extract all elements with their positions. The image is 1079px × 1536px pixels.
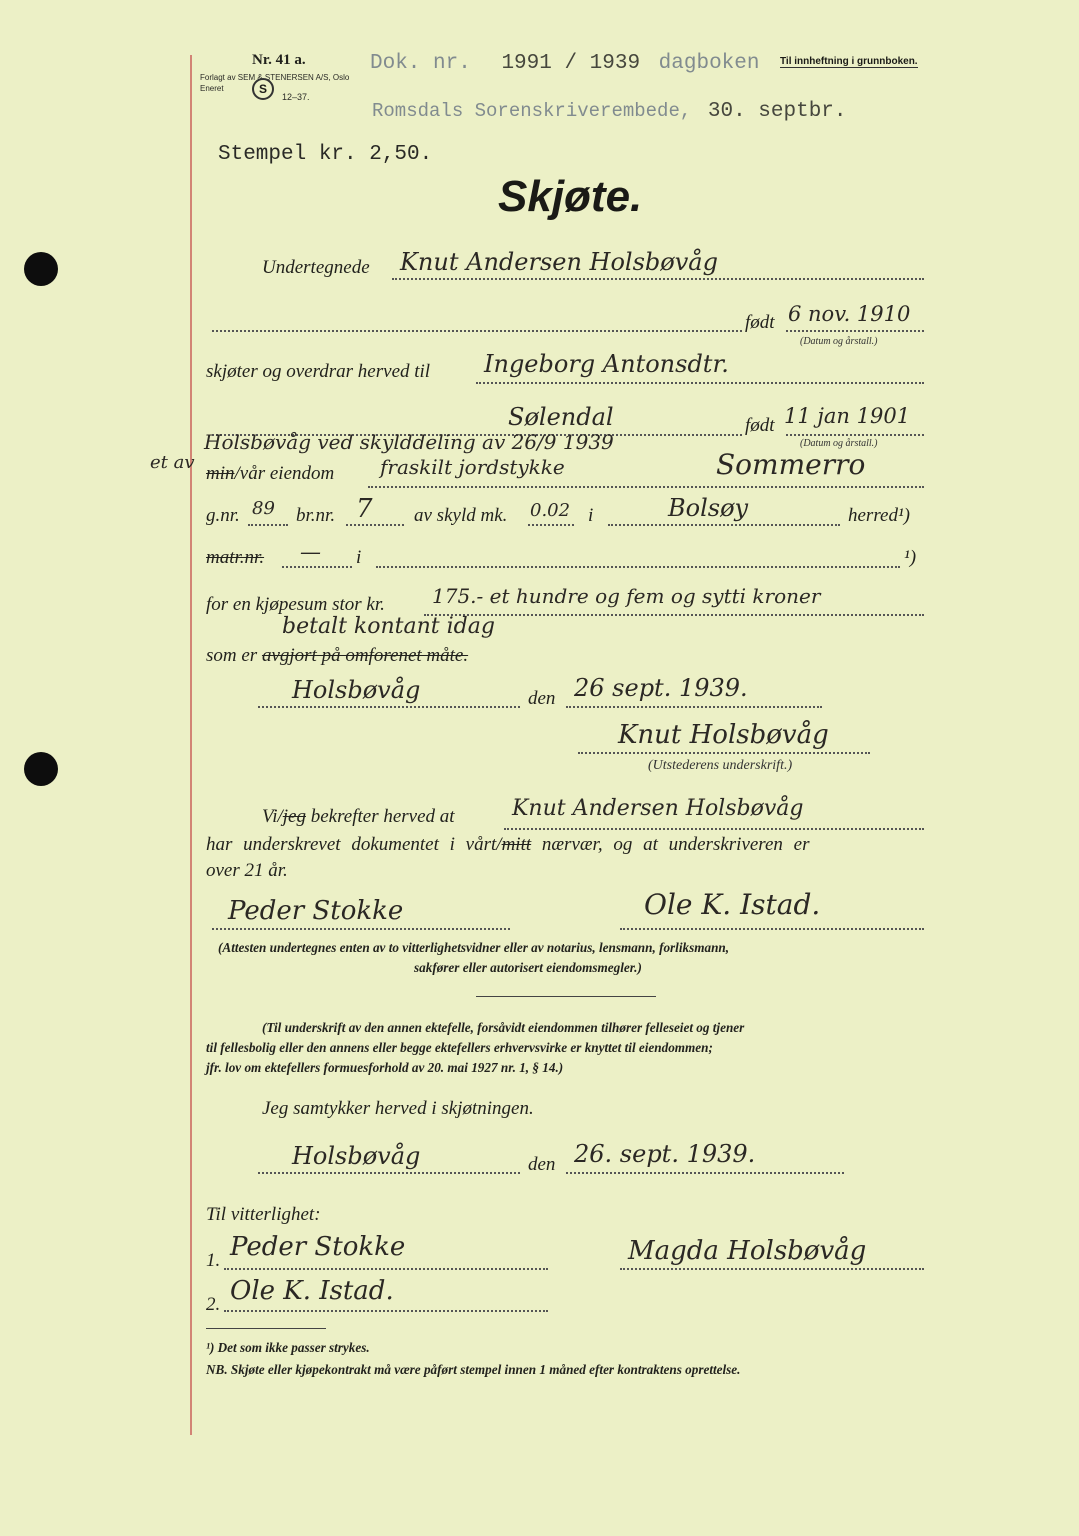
document-title: Skjøte. <box>498 172 643 221</box>
eiendom-label <box>206 463 334 485</box>
kjopesum-label: for en kjøpesum stor kr. <box>206 594 385 615</box>
margin-line <box>190 55 192 1435</box>
herred-value: Bolsøy <box>668 494 749 522</box>
seller-name: Knut Andersen Holsbøvåg <box>400 248 718 276</box>
witness-num-1: 1. <box>206 1250 221 1271</box>
seller-signature-line <box>578 752 870 754</box>
fodt-label-2: født <box>745 415 775 436</box>
spouse-para-3: jfr. lov om ektefellers formuesforhold av 20. mai 1927 nr. 1, § 14.) <box>206 1060 564 1075</box>
property-desc: fraskilt jordstykke <box>380 455 565 479</box>
transfer-label: skjøter og overdrar herved til <box>206 361 431 382</box>
buyer-birth-line <box>786 434 924 436</box>
property-desc-line <box>368 486 924 488</box>
attest-note-2: sakfører eller autorisert eiendomsmegler.) <box>414 960 642 975</box>
spouse-witness-2: Ole K. Istad. <box>230 1276 394 1306</box>
stamp-fee: Stempel kr. 2,50. <box>218 143 433 166</box>
publisher-logo-icon: S <box>252 78 274 100</box>
attest-note-1: (Attesten undertegnes enten av to vitterlighetsvidner eller av notarius, lensmann, forliksmann, <box>218 940 730 955</box>
herred-text: herred <box>848 505 898 526</box>
matr-value: — <box>300 540 321 564</box>
punch-hole-top <box>24 252 58 286</box>
brnr-value: 7 <box>356 494 373 524</box>
attest-line2-b: nærvær, og at underskriveren er <box>531 834 810 855</box>
footer-divider <box>206 1328 326 1329</box>
eiendom-struck: min <box>206 463 235 484</box>
footer-footnote: ¹) Det som ikke passer strykes. <box>206 1340 370 1355</box>
stamp-doc-label: Dok. nr. <box>370 52 471 75</box>
spouse-para-2: til fellesbolig eller den annens eller begge ektefellers erhvervsvirke er knyttet til eiendommen; <box>206 1040 713 1055</box>
payment-line <box>206 645 468 667</box>
spouse-date: 26. sept. 1939. <box>574 1140 756 1168</box>
gnr-label: g.nr. <box>206 505 240 526</box>
attest-witness-2: Ole K. Istad. <box>644 888 821 921</box>
spouse-place: Holsbøvåg <box>292 1142 421 1170</box>
margin-note: et av <box>150 452 195 473</box>
attest-name: Knut Andersen Holsbøvåg <box>512 796 804 821</box>
attest-line-3: over 21 år. <box>206 860 288 881</box>
spouse-date-line <box>566 1172 844 1174</box>
kjopesum-value: 175.- et hundre og fem og sytti kroner <box>432 584 821 608</box>
den-label-2: den <box>528 1154 556 1175</box>
buyer-place: Sølendal <box>508 403 614 431</box>
matr-label: matr.nr. <box>206 547 265 568</box>
matr-herred-line <box>376 566 900 568</box>
i-label: i <box>588 505 594 526</box>
spouse-witness1-line <box>224 1268 548 1270</box>
fodt-label-1: født <box>745 312 775 333</box>
section-divider <box>476 996 656 997</box>
den-label-1: den <box>528 688 556 709</box>
spouse-consent: Jeg samtykker herved i skjøtningen. <box>262 1098 534 1119</box>
attest-witness-1: Peder Stokke <box>228 896 404 926</box>
publisher-eneret: Eneret <box>200 84 224 93</box>
footer-nb: NB. Skjøte eller kjøpekontrakt må være påført stempel innen 1 måned efter kontraktens oprettelse. <box>206 1362 741 1377</box>
stamp-date: 30. septbr. <box>707 100 847 123</box>
gnr-line <box>248 524 288 526</box>
datum-note-1: (Datum og årstall.) <box>800 336 878 347</box>
publisher-line: Forlagt av SEM & STENERSEN A/S, Oslo <box>200 73 350 82</box>
form-number: Nr. 41 a. <box>252 52 306 68</box>
datum-note-2: (Datum og årstall.) <box>800 438 878 449</box>
vitterlighet-label: Til vitterlighet: <box>206 1204 321 1225</box>
stamp-line-1 <box>370 52 760 75</box>
seller-extra-line <box>212 330 742 332</box>
attest-line2-a: har underskrevet dokumentet i vårt/ <box>206 834 502 855</box>
brnr-line <box>346 524 404 526</box>
payment-struck: avgjort på omforenet måte. <box>261 645 469 666</box>
stamp-office: Romsdals Sorenskriverembede, <box>372 100 692 122</box>
utsteder-label: (Utstederens underskrift.) <box>648 758 793 773</box>
date-1: 26 sept. 1939. <box>574 674 748 702</box>
seller-birthdate: 6 nov. 1910 <box>788 302 911 326</box>
witness2-line <box>620 928 924 930</box>
attest-name-line <box>504 828 924 830</box>
eiendom-text: /vår eiendom <box>234 463 335 484</box>
punch-hole-bottom <box>24 752 58 786</box>
spouse-signature-line <box>620 1268 924 1270</box>
property-name: Sommerro <box>716 448 866 481</box>
date1-line <box>566 706 822 708</box>
herred-line <box>608 524 840 526</box>
gnr-value: 89 <box>252 498 275 519</box>
witness1-line <box>212 928 510 930</box>
buyer-birthdate: 11 jan 1901 <box>784 404 911 428</box>
place1-line <box>258 706 520 708</box>
buyer-name: Ingeborg Antonsdtr. <box>484 350 729 378</box>
spouse-place-line <box>258 1172 520 1174</box>
skyld-value: 0.02 <box>530 500 571 521</box>
attest-vi: Vi/ <box>262 806 283 827</box>
undertegnede-label: Undertegnede <box>262 257 370 278</box>
witness-num-2: 2. <box>206 1294 221 1315</box>
matr-line <box>282 566 352 568</box>
payment-prefix: som er <box>206 645 258 666</box>
matr-footnote: ¹) <box>904 547 917 568</box>
brnr-label: br.nr. <box>296 505 336 526</box>
seller-signature: Knut Holsbøvåg <box>618 720 829 750</box>
payment-handwritten: betalt kontant idag <box>282 614 495 639</box>
skyld-line <box>528 524 574 526</box>
attest-line-2 <box>206 834 810 856</box>
corner-note: Til innheftning i grunnboken. <box>780 56 918 67</box>
herred-label <box>848 505 910 527</box>
attest-jeg-struck: jeg <box>282 806 306 827</box>
property-intro: Holsbøvåg ved skylddeling av 26/9 1939 <box>204 430 614 454</box>
seller-birth-line <box>786 330 924 332</box>
spouse-para-1: (Til underskrift av den annen ektefelle, forsåvidt eiendommen tilhører felleseiet og tjener <box>262 1020 745 1035</box>
stamp-line-2 <box>372 100 847 123</box>
herred-footnote: ¹) <box>897 505 910 526</box>
publisher-date: 12–37. <box>282 92 310 102</box>
attest-text: bekrefter herved at <box>305 806 455 827</box>
attest-mitt-struck: mitt <box>501 834 532 855</box>
skyld-label: av skyld mk. <box>414 505 508 526</box>
matr-i-label: i <box>356 547 362 568</box>
place-1: Holsbøvåg <box>292 676 421 704</box>
attest-line-1 <box>262 806 455 828</box>
undertegnede-line <box>392 278 924 280</box>
spouse-witness2-line <box>224 1310 548 1312</box>
spouse-signature: Magda Holsbøvåg <box>628 1236 867 1266</box>
stamp-dagboken: dagboken <box>658 52 760 75</box>
buyer-name-line <box>476 382 924 384</box>
kjopesum-line <box>424 614 924 616</box>
spouse-witness-1: Peder Stokke <box>230 1232 406 1262</box>
stamp-doc-number: 1991 / 1939 <box>501 52 641 75</box>
